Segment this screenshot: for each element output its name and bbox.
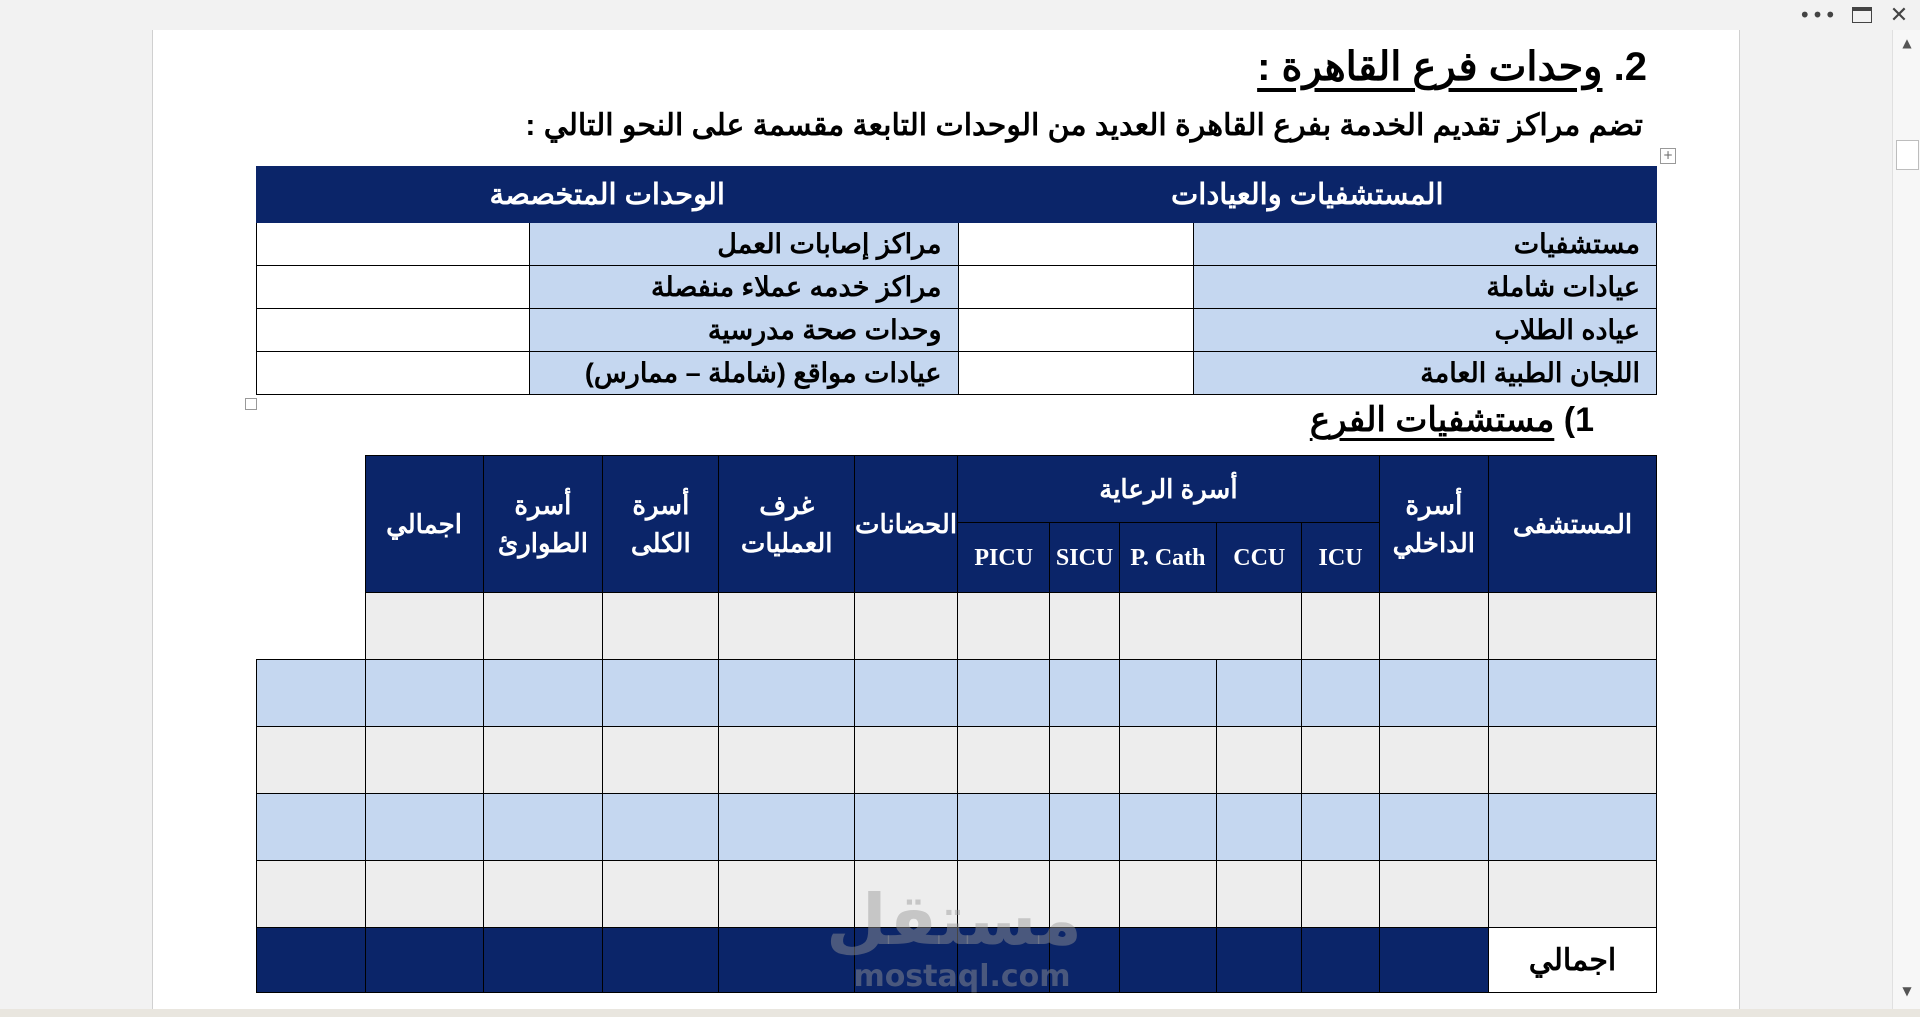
table-row	[257, 794, 1657, 861]
units-table-header	[257, 167, 1657, 223]
table-cell[interactable]	[1379, 861, 1488, 928]
table-cell[interactable]	[958, 266, 1194, 309]
table-cell[interactable]	[1302, 794, 1379, 861]
header-pcath: P. Cath	[1119, 523, 1216, 593]
table-cell[interactable]	[958, 593, 1050, 660]
total-row	[257, 928, 1657, 993]
table-cell[interactable]	[1379, 593, 1488, 660]
header-specialized-units: الوحدات المتخصصة	[257, 167, 959, 223]
table-cell[interactable]	[1217, 861, 1302, 928]
table-cell[interactable]	[1050, 727, 1119, 794]
window-titlebar	[0, 0, 1920, 30]
table-cell[interactable]	[958, 352, 1194, 395]
table-cell[interactable]	[1050, 593, 1119, 660]
subsection-title: مستشفيات الفرع	[1309, 401, 1555, 439]
table-cell[interactable]	[365, 928, 483, 993]
section-number: 2.	[1613, 45, 1647, 89]
table-move-handle-icon[interactable]: +	[1660, 148, 1676, 164]
beds-table-header	[257, 456, 1657, 523]
table-cell[interactable]	[958, 223, 1194, 266]
total-row-label: اجمالي	[1488, 928, 1656, 993]
header-picu: PICU	[958, 523, 1050, 593]
table-row	[257, 861, 1657, 928]
section-intro: تضم مراكز تقديم الخدمة بفرع القاهرة العديد من الوحدات التابعة مقسمة على النحو التالي :	[525, 109, 1643, 142]
subsection-number: 1)	[1563, 401, 1594, 439]
status-strip	[0, 1009, 1920, 1017]
table-row	[257, 727, 1657, 794]
cell-school-health: وحدات صحة مدرسية	[529, 309, 958, 352]
table-cell[interactable]	[257, 266, 530, 309]
table-cell[interactable]	[483, 660, 603, 727]
table-cell[interactable]	[483, 928, 603, 993]
section-heading	[1257, 44, 1647, 90]
table-cell[interactable]	[365, 861, 483, 928]
header-hospital: المستشفى	[1488, 456, 1656, 593]
table-cell[interactable]	[719, 794, 855, 861]
table-cell[interactable]	[603, 727, 719, 794]
table-cell[interactable]	[1119, 794, 1216, 861]
table-cell[interactable]	[1050, 660, 1119, 727]
table-cell[interactable]	[365, 593, 483, 660]
table-cell[interactable]	[719, 928, 855, 993]
table-cell[interactable]	[365, 727, 483, 794]
table-cell[interactable]	[365, 660, 483, 727]
table-cell[interactable]	[719, 861, 855, 928]
table-cell[interactable]	[483, 727, 603, 794]
table-cell[interactable]	[365, 794, 483, 861]
table-row	[257, 593, 1657, 660]
table-cell[interactable]	[1488, 727, 1656, 794]
table-cell[interactable]	[958, 309, 1194, 352]
table-cell[interactable]	[257, 861, 366, 928]
table-cell[interactable]	[1302, 593, 1379, 660]
header-sicu: SICU	[1050, 523, 1119, 593]
table-row	[257, 660, 1657, 727]
table-cell[interactable]	[1488, 660, 1656, 727]
table-cell[interactable]	[1119, 660, 1216, 727]
vertical-scrollbar[interactable]	[1892, 30, 1920, 1017]
table-cell[interactable]	[1050, 794, 1119, 861]
scroll-thumb[interactable]	[1896, 140, 1919, 170]
table-cell[interactable]	[1217, 660, 1302, 727]
table-row	[257, 223, 1657, 266]
table-row	[257, 309, 1657, 352]
table-row	[257, 266, 1657, 309]
cell-student-clinic: عياده الطلاب	[1194, 309, 1657, 352]
header-total: اجمالي	[365, 456, 483, 593]
table-cell[interactable]	[1119, 727, 1216, 794]
cell-clinics: عيادات شاملة	[1194, 266, 1657, 309]
table-cell[interactable]	[1119, 928, 1216, 993]
watermark-latin: mostaql.com	[853, 959, 1071, 994]
table-cell[interactable]	[1217, 794, 1302, 861]
table-cell[interactable]	[1379, 660, 1488, 727]
table-cell[interactable]	[855, 727, 958, 794]
table-cell[interactable]	[855, 794, 958, 861]
table-cell[interactable]	[1119, 861, 1216, 928]
header-emergency-beds: أسرة الطوارئ	[483, 456, 603, 593]
table-cell[interactable]	[1379, 928, 1488, 993]
table-cell[interactable]	[855, 660, 958, 727]
table-cell[interactable]	[1119, 593, 1302, 660]
table-cell[interactable]	[855, 861, 958, 928]
table-cell[interactable]	[719, 660, 855, 727]
table-cell[interactable]	[483, 861, 603, 928]
header-hospitals-clinics: المستشفيات والعيادات	[958, 167, 1657, 223]
scroll-up-icon[interactable]: ▲	[1902, 36, 1912, 50]
table-cell[interactable]	[855, 593, 958, 660]
table-cell[interactable]	[1302, 727, 1379, 794]
header-operating-rooms: غرف العمليات	[719, 456, 855, 593]
table-cell[interactable]	[603, 660, 719, 727]
header-ccu: CCU	[1217, 523, 1302, 593]
table-cell[interactable]	[257, 928, 366, 993]
more-icon[interactable]: •••	[1798, 3, 1838, 27]
table-cell[interactable]	[719, 727, 855, 794]
table-resize-handle[interactable]	[245, 398, 257, 410]
table-cell[interactable]	[1488, 593, 1656, 660]
table-row	[257, 352, 1657, 395]
table-cell[interactable]	[958, 928, 1050, 993]
cell-customer-service: مراكز خدمه عملاء منفصلة	[529, 266, 958, 309]
table-cell[interactable]	[719, 593, 855, 660]
header-internal-beds: أسرة الداخلي	[1379, 456, 1488, 593]
units-table	[256, 166, 1657, 395]
table-cell[interactable]	[603, 861, 719, 928]
table-cell[interactable]	[958, 861, 1050, 928]
table-cell[interactable]	[1488, 861, 1656, 928]
table-cell[interactable]	[1050, 861, 1119, 928]
table-cell[interactable]	[257, 660, 366, 727]
table-cell[interactable]	[958, 727, 1050, 794]
table-cell[interactable]	[1488, 794, 1656, 861]
table-cell[interactable]	[1217, 727, 1302, 794]
table-cell[interactable]	[257, 309, 530, 352]
table-cell[interactable]	[1379, 794, 1488, 861]
cell-medical-committees: اللجان الطبية العامة	[1194, 352, 1657, 395]
section-title: وحدات فرع القاهرة :	[1257, 45, 1603, 89]
header-kidney-beds: أسرة الكلى	[603, 456, 719, 593]
cell-hospitals: مستشفيات	[1194, 223, 1657, 266]
table-cell[interactable]	[257, 794, 366, 861]
table-cell[interactable]	[257, 223, 530, 266]
cell-work-injury: مراكز إصابات العمل	[529, 223, 958, 266]
table-cell[interactable]	[603, 928, 719, 993]
header-care-beds: أسرة الرعاية	[958, 456, 1380, 523]
watermark-arabic: مستقل	[825, 879, 1082, 961]
table-cell[interactable]	[958, 660, 1050, 727]
table-cell[interactable]	[603, 593, 719, 660]
restore-icon[interactable]	[1851, 4, 1873, 26]
cell-site-clinics: عيادات مواقع (شاملة – ممارس)	[529, 352, 958, 395]
close-icon[interactable]: ✕	[1889, 2, 1909, 28]
table-cell[interactable]	[1302, 928, 1379, 993]
table-cell[interactable]	[1302, 660, 1379, 727]
table-cell[interactable]	[483, 794, 603, 861]
subsection-heading	[1310, 400, 1594, 440]
header-incubators: الحضانات	[855, 456, 958, 593]
table-cell[interactable]	[958, 794, 1050, 861]
beds-table	[256, 455, 1657, 993]
table-cell[interactable]	[483, 593, 603, 660]
table-cell[interactable]	[1302, 861, 1379, 928]
table-cell[interactable]	[1217, 928, 1302, 993]
table-cell[interactable]	[1050, 928, 1119, 993]
table-cell[interactable]	[257, 352, 530, 395]
table-cell[interactable]	[1379, 727, 1488, 794]
table-cell[interactable]	[855, 928, 958, 993]
scroll-down-icon[interactable]: ▼	[1902, 984, 1912, 998]
table-cell[interactable]	[257, 727, 366, 794]
table-cell[interactable]	[603, 794, 719, 861]
header-icu: ICU	[1302, 523, 1379, 593]
